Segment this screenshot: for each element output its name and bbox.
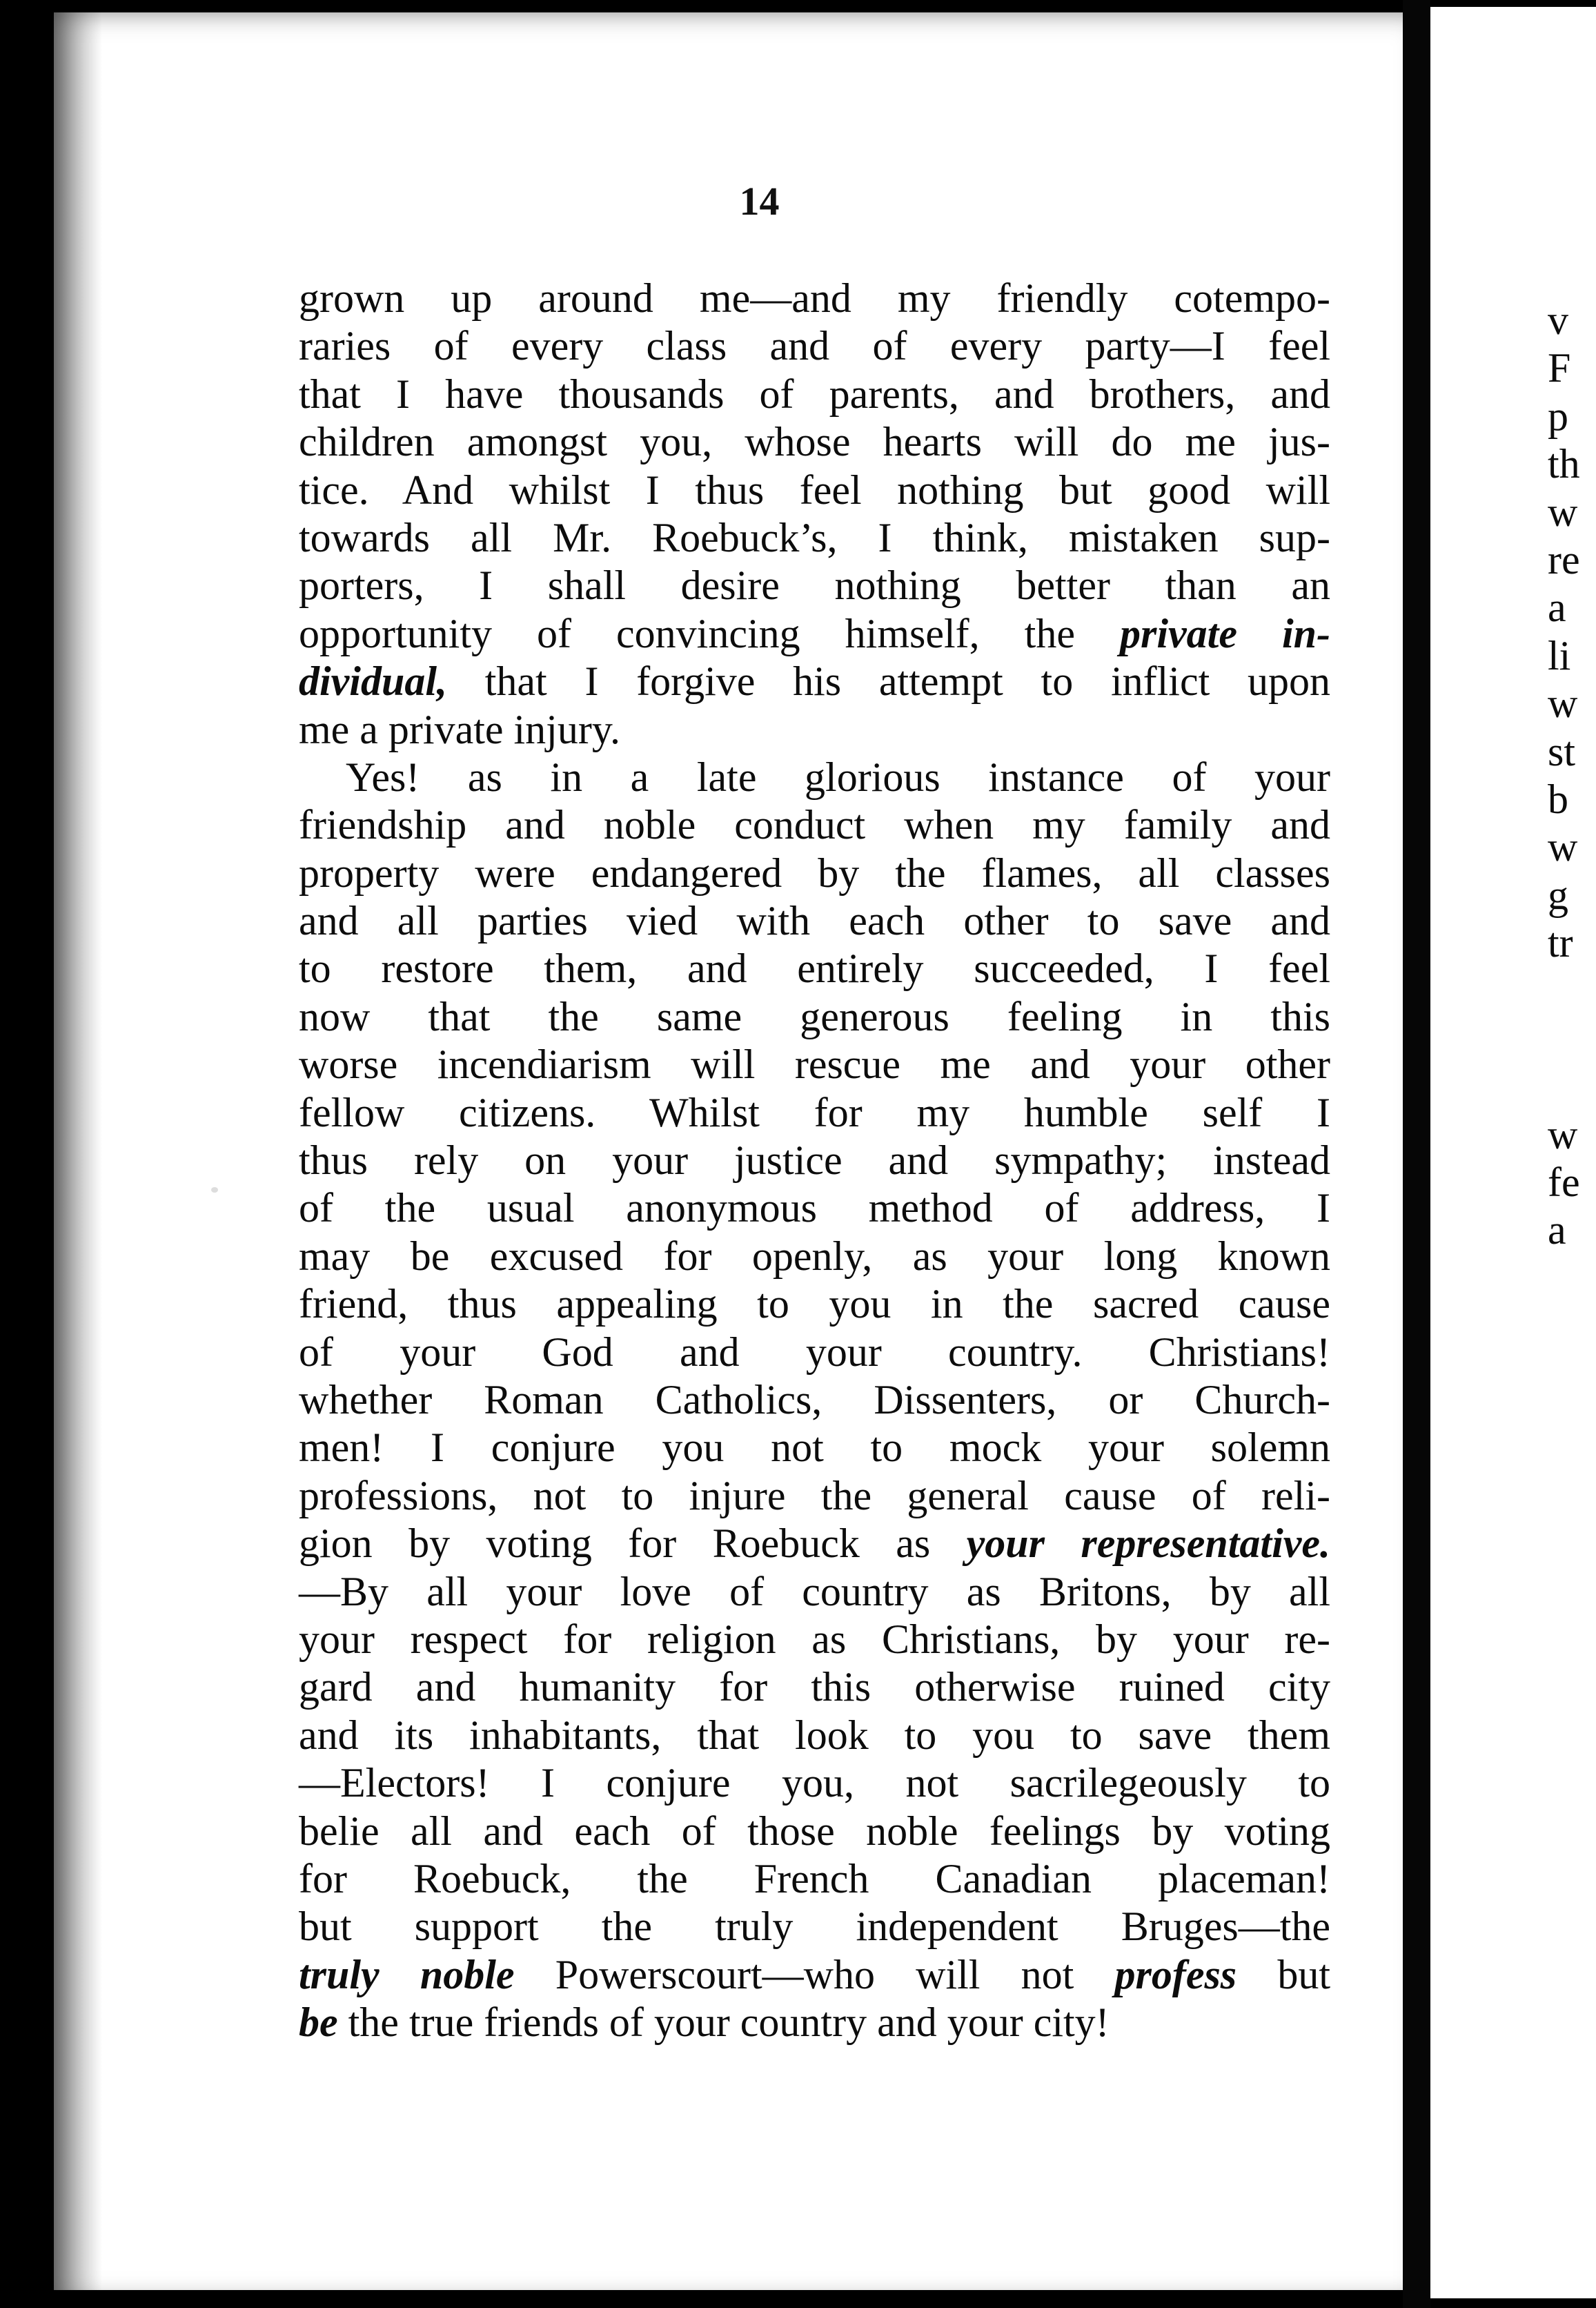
text-line [299,658,1330,705]
text-run: may be excused for openly, as your long known [299,1233,1330,1279]
facing-page-fragment: tr [1548,920,1573,966]
text-line [299,1616,1330,1663]
body-text [299,275,1330,2046]
facing-page-fragment: p [1548,393,1568,439]
text-line [299,1280,1330,1328]
text-run: professions, not to injure the general cause of reli- [299,1472,1330,1518]
text-run: the true friends of your country and your city! [337,1999,1110,2046]
text-line [299,371,1330,418]
text-line [299,1089,1330,1137]
text-run: and its inhabitants, that look to you to save them [299,1712,1330,1758]
text-run: —By all your love of country as Britons, by all [299,1568,1330,1614]
text-line [299,1663,1330,1711]
text-run: friendship and noble conduct when my family and [299,802,1330,848]
text-line [299,1041,1330,1088]
text-run: tice. And whilst I thus feel nothing but good will [299,467,1330,513]
text-run: raries of every class and of every party—I feel [299,323,1330,369]
text-run: fellow citizens. Whilst for my humble self I [299,1089,1330,1135]
text-run: of the usual anonymous method of address, I [299,1185,1330,1231]
text-line [299,801,1330,849]
text-run: whether Roman Catholics, Dissenters, or Church- [299,1376,1330,1422]
text-line [299,562,1330,609]
text-line [299,1999,1330,2046]
text-run: men! I conjure you not to mock your solemn [299,1425,1330,1471]
text-run: that I forgive his attempt to inflict upon [447,658,1330,705]
text-line [299,1137,1330,1184]
text-line [299,945,1330,992]
text-line [299,1568,1330,1616]
facing-page-fragment: g [1548,872,1568,918]
facing-page-fragment: w [1548,824,1578,870]
text-line [299,514,1330,562]
italic-text: dividual, [299,658,448,705]
facing-page-fragment [1548,1015,1580,1063]
text-run: gard and humanity for this otherwise ruined city [299,1664,1330,1710]
italic-text: truly noble [299,1951,515,1997]
text-line [299,1951,1330,1999]
text-run: grown up around me—and my friendly cotempo- [299,275,1330,321]
page-edge-shadow [54,12,102,2290]
text-line [299,1808,1330,1855]
text-line [299,322,1330,370]
text-line [299,1233,1330,1280]
facing-page-fragment: a [1548,1207,1566,1253]
text-line [299,1424,1330,1471]
text-line [299,418,1330,466]
text-run: friend, thus appealing to you in the sacred cause [299,1281,1330,1327]
text-line [299,1712,1330,1759]
facing-page-fragment: th [1548,441,1580,487]
text-run: belie all and each of those noble feelings by voting [299,1808,1330,1854]
text-line [299,275,1330,322]
text-run: porters, I shall desire nothing better than an [299,563,1330,609]
facing-page-fragment: a [1548,585,1566,631]
text-line [299,1520,1330,1567]
text-line [299,706,1330,754]
text-line [299,610,1330,658]
text-run: children amongst you, whose hearts will do me jus- [299,419,1330,465]
text-run: Yes! as in a late glorious instance of your [346,754,1330,800]
text-run: me a private injury. [299,706,620,752]
facing-page-edge [1430,7,1596,2298]
paper-speck [211,1187,218,1193]
text-run: thus rely on your justice and sympathy; instead [299,1137,1330,1184]
text-run: worse incendiarism will rescue me and your other [299,1041,1330,1088]
facing-page-fragment: w [1548,489,1578,535]
facing-page-fragment: li [1548,632,1571,678]
page-number: 14 [739,179,780,224]
text-line [299,754,1330,801]
text-run: gion by voting for Roebuck as [299,1520,967,1567]
text-line [299,1855,1330,1903]
text-line [299,1376,1330,1424]
text-line [299,1472,1330,1520]
facing-page-text [1548,297,1580,1255]
text-line [299,1903,1330,1950]
facing-page-fragment: st [1548,728,1576,774]
text-run: opportunity of convincing himself, the [299,610,1120,656]
text-run: to restore them, and entirely succeeded, I feel [299,946,1330,992]
text-run: towards all Mr. Roebuck’s, I think, mistaken sup- [299,514,1330,560]
text-run: but support the truly independent Bruges—the [299,1904,1330,1950]
italic-text: private in- [1120,610,1330,656]
text-line [299,1759,1330,1807]
text-run: your respect for religion as Christians, by your re- [299,1616,1330,1662]
text-run: —Electors! I conjure you, not sacrilegeously to [299,1760,1330,1806]
facing-page-fragment: fe [1548,1160,1580,1206]
text-line [299,1329,1330,1376]
book-gutter [1403,0,1430,2308]
facing-page-fragment [1548,1063,1580,1111]
text-run: of your God and your country. Christians! [299,1329,1330,1375]
facing-page-fragment: F [1548,345,1571,391]
italic-text: your representative. [966,1520,1331,1567]
facing-page-fragment: w [1548,1111,1578,1157]
italic-text: profess [1114,1951,1237,1997]
facing-page-fragment: w [1548,681,1578,727]
facing-page-fragment: v [1548,297,1568,343]
text-line [299,850,1330,897]
text-line [299,1184,1330,1232]
text-run: property were endangered by the flames, all classes [299,850,1330,896]
facing-page-fragment: b [1548,776,1568,822]
text-run: but [1237,1951,1331,1997]
text-line [299,993,1330,1041]
text-run: for Roebuck, the French Canadian placeman! [299,1855,1330,1901]
text-run: that I have thousands of parents, and brothers, and [299,371,1330,417]
text-run: Powerscourt—who will not [514,1951,1115,1997]
facing-page-fragment [1548,967,1580,1015]
italic-text: be [299,1999,338,2046]
text-run: now that the same generous feeling in this [299,993,1330,1039]
text-line [299,467,1330,514]
text-line [299,897,1330,945]
text-run: and all parties vied with each other to save and [299,898,1330,944]
facing-page-fragment: re [1548,536,1580,583]
book-page [54,12,1403,2290]
